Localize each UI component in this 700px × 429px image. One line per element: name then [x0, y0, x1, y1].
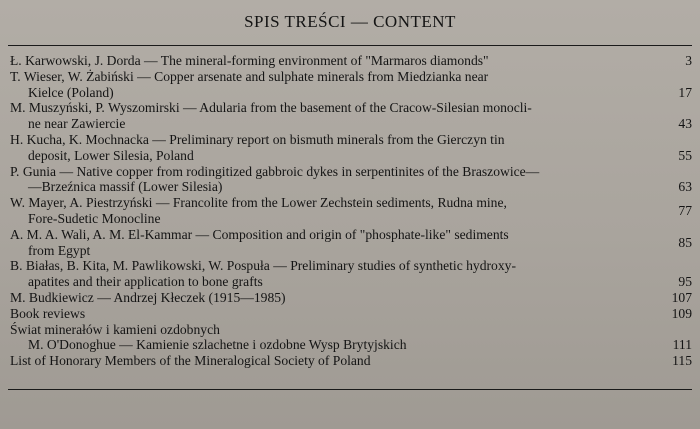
entry-title: P. Gunia — Native copper from rodingitized gabbroic dykes in serpentinites of the Braszowice—	[10, 163, 540, 179]
entry-title: M. Budkiewicz — Andrzej Kłeczek (1915—1985)	[10, 289, 286, 305]
contents-entry	[10, 100, 692, 132]
entry-title: Ł. Karwowski, J. Dorda — The mineral-forming environment of "Marmaros diamonds"	[10, 53, 489, 68]
entry-page-number: 55	[678, 147, 692, 163]
section-title: Świat minerałów i kamieni ozdobnych	[10, 321, 220, 337]
entry-page-number: 107	[671, 289, 692, 305]
top-divider	[8, 45, 692, 46]
entry-title: T. Wieser, W. Żabiński — Copper arsenate and sulphate minerals from Miedzianka near	[10, 68, 489, 84]
entry-title-continuation: apatites and their application to bone grafts	[28, 274, 263, 290]
entry-title: W. Mayer, A. Piestrzyński — Francolite from the Lower Zechstein sediments, Rudna mine,	[10, 195, 507, 211]
entry-page-number: 77	[678, 203, 692, 219]
contents-list	[10, 53, 692, 369]
entry-page-number: 95	[678, 274, 692, 290]
entry-title-continuation: deposit, Lower Silesia, Poland	[28, 147, 194, 163]
entry-page-number: 17	[678, 84, 692, 100]
entry-title: H. Kucha, K. Mochnacka — Preliminary report on bismuth minerals from the Gierczyn tin	[10, 131, 505, 147]
contents-entry	[10, 227, 692, 259]
contents-section-heading	[10, 322, 692, 338]
entry-title: A. M. A. Wali, A. M. El-Kammar — Composition and origin of "phosphate-like" sediments	[10, 226, 509, 242]
entry-page-number: 85	[678, 234, 692, 250]
entry-title-continuation: Fore-Sudetic Monocline	[28, 210, 161, 226]
contents-entry	[10, 353, 692, 369]
entry-page-number: 63	[678, 179, 692, 195]
contents-entry	[10, 306, 692, 322]
contents-entry	[10, 290, 692, 306]
contents-entry	[10, 195, 692, 227]
entry-title: M. Muszyński, P. Wyszomirski — Adularia from the basement of the Cracow-Silesian monocli-	[10, 100, 532, 116]
entry-page-number: 43	[678, 116, 692, 132]
page-title: SPIS TREŚCI — CONTENT	[244, 12, 456, 31]
entry-title: M. O'Donoghue — Kamienie szlachetne i ozdobne Wysp Brytyjskich	[28, 337, 407, 353]
entry-title-continuation: from Egypt	[28, 242, 91, 258]
contents-entry	[10, 258, 692, 290]
entry-title: B. Białas, B. Kita, M. Pawlikowski, W. Pospuła — Preliminary studies of synthetic hydroxy-	[10, 258, 516, 274]
entry-page-number: 115	[672, 353, 692, 369]
bottom-divider	[8, 389, 692, 390]
entry-title-continuation: Kielce (Poland)	[28, 84, 114, 100]
contents-entry	[10, 337, 692, 353]
contents-entry	[10, 69, 692, 101]
entry-title-continuation: —Brzeźnica massif (Lower Silesia)	[28, 179, 223, 195]
contents-entry	[10, 132, 692, 164]
entry-page-number: 111	[672, 337, 692, 353]
entry-title: List of Honorary Members of the Mineralogical Society of Poland	[10, 353, 371, 369]
entry-page-number: 109	[671, 305, 692, 321]
contents-entry	[10, 164, 692, 196]
entry-title-continuation: ne near Zawiercie	[28, 116, 126, 132]
entry-title: Book reviews	[10, 305, 86, 321]
contents-entry	[10, 53, 692, 69]
entry-page-number: 3	[685, 53, 692, 68]
